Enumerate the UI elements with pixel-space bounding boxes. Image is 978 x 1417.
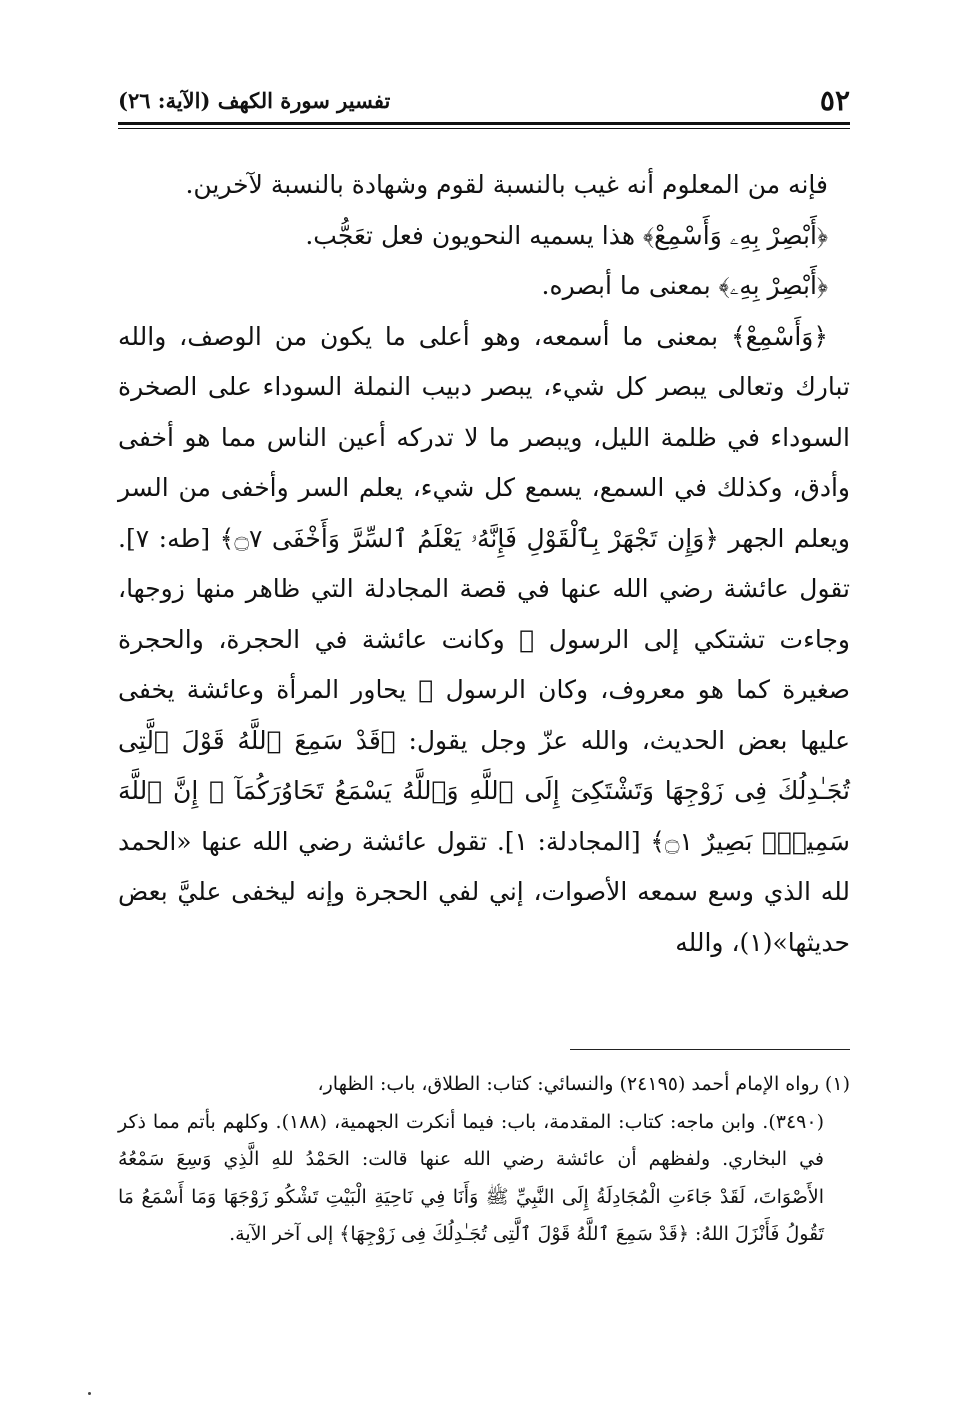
body-paragraph-2: ﴿أَبْصِرْ بِهِۦ وَأَسْمِعْ﴾ هذا يسميه النحويون فعل تعَجُّب. <box>305 220 828 250</box>
body-paragraph-4: ﴿وَأَسْمِعْ﴾ بمعنى ما أسمعه، وهو أعلى ما يكون من الوصف، والله تبارك وتعالى يبصر كل شيء، يبصر دبيب النملة السوداء على الصخرة السوداء في ظلمة الليل، ويبصر ما لا تدركه أعين الناس مما هو أخفى وأدق، وكذلك في السمع، يسمع كل شيء، يعلم السر وأخفى من السر ويعلم الجهر ﴿وَإِن تَجْهَرْ بِٱلْقَوْلِ فَإِنَّهُۥ يَعْلَمُ ٱلسِّرَّ وَأَخْفَى ۝٧﴾ [طه: ٧]. تقول عائشة رضي الله عنها في قصة المجادلة التي ظاهر منها زوجها، وجاءت تشتكي إلى الرسول ﷺ وكانت عائشة في الحجرة، والحجرة صغيرة كما هو معروف، وكان الرسول ﷺ يحاور المرأة وعائشة يخفى عليها بعض الحديث، والله عزّ وجل يقول: ﴿قَدْ سَمِعَ ٱللَّهُ قَوْلَ ٱلَّتِى تُجَـٰدِلُكَ فِى زَوْجِهَا وَتَشْتَكِىٓ إِلَى ٱللَّهِ وَٱللَّهُ يَسْمَعُ تَحَاوُرَكُمَآ ۚ إِنَّ ٱللَّهَ سَمِيعٌۢ بَصِيرٌ ۝١﴾ [المجادلة: ١]. تقول عائشة رضي الله عنها «الحمد لله الذي وسع سمعه الأصوات، إني لفي الحجرة وإنه ليخفى عليَّ بعض حديثها»(١)، والله <box>118 321 850 957</box>
header-rule-thin <box>118 128 850 129</box>
footnote-separator <box>570 1049 850 1050</box>
body-text <box>118 160 850 968</box>
footnote-1-continuation: (٣٤٩٠). وابن ماجه: كتاب: المقدمة، باب: فيما أنكرت الجهمية، (١٨٨). وكلهم بأتم مما ذكر في البخاري. ولفظهم أن عائشة رضي الله عنها قالت: الحَمْدُ للهِ الَّذِي وَسِعَ سَمْعُهُ الأَصْوَاتَ، لَقَدْ جَاءَتِ الْمُجَادِلَةُ إِلَى النَّبِيِّ ﷺ وَأَنَا فِي نَاحِيَةِ الْبَيْتِ تَشْكُو زَوْجَهَا وَمَا أَسْمَعُ مَا تَقُولُ فَأَنْزَلَ اللهُ: ﴿قَدْ سَمِعَ ٱللَّهُ قَوْلَ ٱلَّتِى تُجَـٰدِلُكَ فِى زَوْجِهَا﴾ إلى آخر الآية. <box>118 1110 824 1245</box>
header-rule-thick <box>118 122 850 125</box>
running-title: تفسير سورة الكهف (الآية: ٢٦) <box>118 88 391 113</box>
page-header <box>118 78 850 122</box>
body-paragraph-3: ﴿أَبْصِرْ بِهِۦ﴾ بمعنى ما أبصره. <box>541 271 828 300</box>
footnote-1: (١) رواه الإمام أحمد (٢٤١٩٥) والنسائي: كتاب: الطلاق، باب: الظهار، <box>317 1073 850 1095</box>
scan-speck <box>88 1392 91 1395</box>
body-paragraph-1: فإنه من المعلوم أنه غيب بالنسبة لقوم وشهادة بالنسبة لآخرين. <box>185 170 828 199</box>
page-number: ٥٢ <box>819 84 850 117</box>
footnotes <box>118 1066 850 1254</box>
